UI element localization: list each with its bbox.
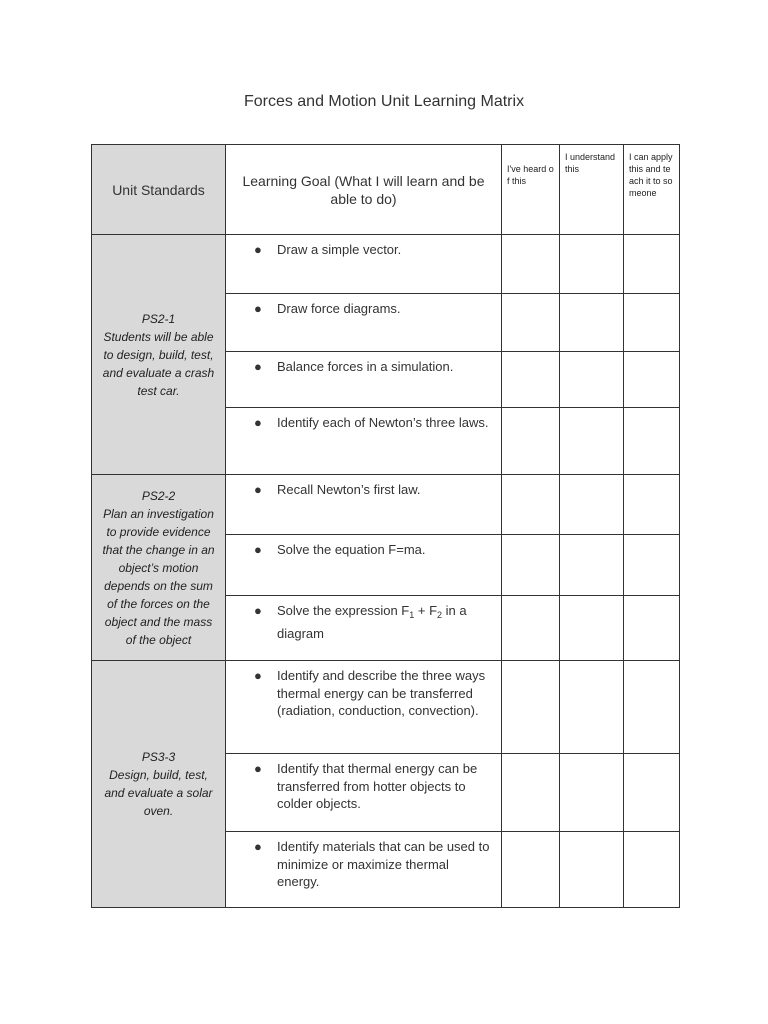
learning-goal-cell [226,475,502,535]
standard-description: Design, build, test, and evaluate a solar oven. [104,768,213,818]
rating-cell-understand[interactable] [560,535,624,596]
rating-cell-apply[interactable] [624,294,680,352]
learning-goal-text: Identify that thermal energy can be transferred from hotter objects to colder objects. [277,761,478,811]
standard-code: PS3-3 [141,750,176,764]
standard-code: PS2-2 [141,488,176,503]
standard-description: Plan an investigation to provide evidence that the change in an object’s motion depends on the sum of the forces on the object and the mass of the object [102,506,215,647]
rating-cell-understand[interactable] [560,754,624,832]
rating-cell-understand[interactable] [560,475,624,535]
rating-cell-apply[interactable] [624,661,680,754]
standard-code: PS2-1 [141,311,176,326]
learning-goal-cell [226,596,502,661]
bullet-icon: ● [254,415,262,430]
learning-goal-text: Identify each of Newton’s three laws. [277,415,489,430]
rating-cell-heard[interactable] [502,754,560,832]
page-title: Forces and Motion Unit Learning Matrix [243,93,525,110]
rating-cell-understand[interactable] [560,661,624,754]
subscript-1: 1 [409,610,415,620]
rating-cell-understand[interactable] [560,235,624,294]
learning-goal-cell [226,352,502,408]
rating-cell-heard[interactable] [502,352,560,408]
bullet-icon: ● [254,301,262,316]
rating-cell-apply[interactable] [624,596,680,661]
bullet-icon: ● [254,542,262,557]
rating-cell-understand[interactable] [560,408,624,475]
learning-goal-text: Recall Newton’s first law. [277,482,421,497]
header-understand-this: I understand this [560,145,624,235]
rating-cell-heard[interactable] [502,294,560,352]
standard-cell-ps2-1 [92,235,226,475]
learning-goal-text: Identify materials that can be used to minimize or maximize thermal energy. [277,839,490,889]
rating-cell-understand[interactable] [560,294,624,352]
header-unit-standards: Unit Standards [92,145,226,235]
rating-cell-apply[interactable] [624,235,680,294]
rating-cell-heard[interactable] [502,475,560,535]
rating-cell-heard[interactable] [502,535,560,596]
bullet-icon: ● [254,668,262,683]
rating-cell-heard[interactable] [502,832,560,908]
rating-cell-apply[interactable] [624,408,680,475]
learning-goal-cell [226,535,502,596]
learning-goal-cell [226,754,502,832]
table-row [92,475,680,535]
rating-cell-apply[interactable] [624,832,680,908]
goal-text-part: in a diagram [277,603,467,641]
rating-cell-heard[interactable] [502,235,560,294]
rating-cell-understand[interactable] [560,352,624,408]
learning-goal-text: Draw a simple vector. [277,242,402,257]
rating-cell-heard[interactable] [502,596,560,661]
goal-text-part: Solve the expression F [277,603,410,618]
learning-matrix-table [91,144,680,908]
header-apply-and-teach: I can apply this and teach it to someone [624,145,680,235]
rating-cell-apply[interactable] [624,352,680,408]
learning-goal-cell [226,294,502,352]
learning-goal-cell [226,408,502,475]
rating-cell-heard[interactable] [502,408,560,475]
standard-cell-ps2-2 [92,475,226,661]
goal-text-part: + F [414,603,438,618]
bullet-icon: ● [254,359,262,374]
table-row [92,661,680,754]
bullet-icon: ● [254,839,262,854]
rating-cell-apply[interactable] [624,754,680,832]
learning-goal-cell [226,235,502,294]
bullet-icon: ● [254,761,262,776]
learning-goal-text: Draw force diagrams. [277,301,401,316]
learning-goal-text: Solve the equation F=ma. [277,542,426,557]
learning-goal-text [277,603,467,641]
bullet-icon: ● [254,482,262,497]
rating-cell-apply[interactable] [624,475,680,535]
learning-goal-text: Identify and describe the three ways thermal energy can be transferred (radiation, conduction, convection). [277,668,486,718]
header-heard-of-this: I've heard of this [502,145,560,235]
learning-goal-cell [226,661,502,754]
table-row [92,235,680,294]
header-learning-goal: Learning Goal (What I will learn and be able to do) [226,145,502,235]
subscript-2: 2 [437,610,443,620]
rating-cell-apply[interactable] [624,535,680,596]
rating-cell-heard[interactable] [502,661,560,754]
bullet-icon: ● [254,242,262,257]
learning-goal-cell [226,832,502,908]
header-row [92,145,680,235]
standard-cell-ps3-3 [92,661,226,908]
learning-goal-text: Balance forces in a simulation. [277,359,454,374]
rating-cell-understand[interactable] [560,832,624,908]
standard-description: Students will be able to design, build, test, and evaluate a crash test car. [102,329,215,398]
bullet-icon: ● [254,603,262,618]
rating-cell-understand[interactable] [560,596,624,661]
